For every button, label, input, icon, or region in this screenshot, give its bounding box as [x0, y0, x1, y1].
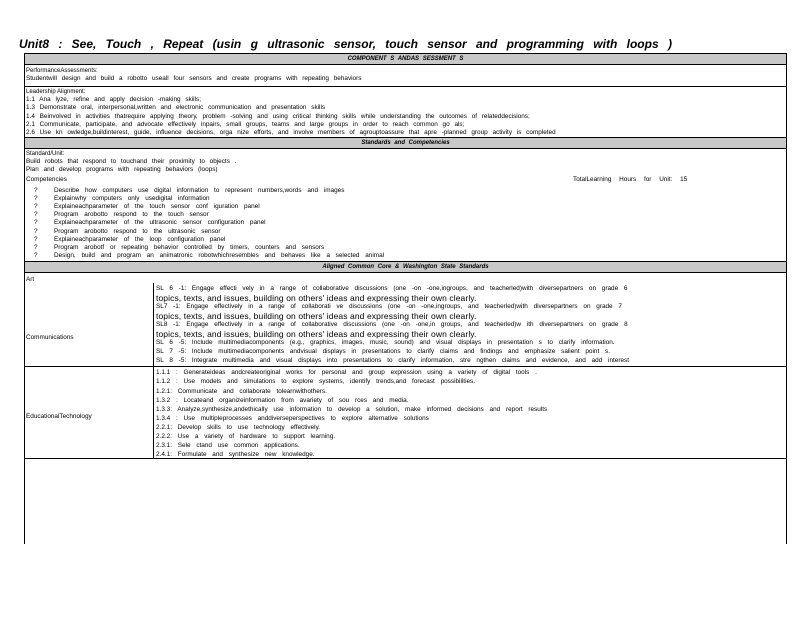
edtech-standard: 2.4.1: Formulate and synthesize new knowledge. [156, 451, 315, 459]
section-divider [25, 366, 786, 367]
edtech-standard: 2.2.1: Develop skills to use technology effectively. [156, 424, 321, 432]
bullet: ? [34, 186, 38, 194]
bullet: ? [34, 194, 38, 202]
edtech-standard: 2.3.1: Sele ctand use common applications. [156, 442, 300, 450]
standard-unit-label: Standard/Unit: [26, 151, 65, 158]
edtech-standard: 1.3.2 : Locateand organizeinformation from avariety of sou rces and media. [156, 397, 409, 405]
performance-section [25, 65, 786, 83]
list-item [25, 219, 786, 227]
list-item [25, 195, 786, 203]
standard-unit-line: Plan and develop programs with repeating behaviors (loops) [26, 166, 218, 174]
competency-text: Design, build and program an animatronic robotwhichresembles and behaves like a selected animal [54, 252, 385, 260]
bullet: ? [34, 219, 38, 227]
edtech-standard: 1.3.3: Analyze,synthesize,andethically use information to develop a solution, make informed decisions and report results [156, 406, 548, 414]
competency-text: Explaineachparameter of the ultrasonic sensor configuration panel [54, 219, 266, 227]
list-item [25, 228, 786, 236]
edtech-standard: 2.2.2: Use a variety of hardware to support learning. [156, 433, 336, 441]
competency-text: Program arobotto respond to the touch sensor [54, 211, 209, 219]
aligned-standards-header: Aligned Common Core & Washington State Standards [25, 261, 786, 273]
comm-standard: SL 6 -5: Include multimediacomponents (e.g., graphics, images, music, sound) and visual displays in presentation s to clarify information. [156, 339, 615, 347]
edtech-standard: 1.3.4 : Use multipleprocesses anddiverseperspectives to explore alternative solutions [156, 415, 429, 423]
competency-text: Describe how computers use digital information to represent numbers,words and images [54, 186, 345, 194]
list-item [25, 203, 786, 211]
leadership-section [25, 87, 786, 137]
comm-standard: SL 8 -5: Integrate multimedia and visual displays into presentations to clarify information, stre ngthen claims and evidence, and add interest [156, 357, 630, 365]
edtech-label: EducationalTechnology [26, 413, 92, 421]
total-hours: TotalLearning Hours for Unit: 15 [573, 175, 688, 183]
bullet: ? [34, 243, 38, 251]
list-item [25, 211, 786, 219]
comm-standard-cont: topics, texts, and issues, building on others' ideas and expressing their own clearly. [156, 293, 477, 304]
standards-header: Standards and Competencies [25, 137, 786, 149]
bullet: ? [34, 203, 38, 210]
comm-standard: SL 7 -5: Include multimediacomponents andvisual displays in presentations to clarify claims and findings and emphasize salient point s. [156, 348, 610, 356]
competency-text: Program arobotf or repeating behavior controlled by timers, counters and sensors [54, 243, 325, 251]
art-label: Art [26, 276, 35, 284]
leadership-label: Leadership Alignment: [26, 89, 86, 96]
leadership-line: 2.1 Communicate, participate, and advocate effectively inpairs, small groups, teams and large groups in order to reach common go als; [26, 120, 465, 128]
comm-standard: SL8 -1: Engage effectively in a range of collaborative discussions (one -on -one,in groups, and teacherled)w ith diversepartners on grade 8 [156, 321, 628, 329]
leadership-line: 2.6 Use kn owledge,buildinterest, guide, influence decisions, orga nize efforts, and involve members of agrouptoassure that apre -planned group activity is completed [26, 129, 556, 137]
standard-unit-line: Build robots that respond to touchand their proximity to objects . [26, 158, 237, 166]
list-item [25, 236, 786, 244]
bullet: ? [34, 211, 38, 219]
unit-table [24, 53, 787, 544]
list-item [25, 252, 786, 260]
comm-standard-cont: topics, texts, and issues, building on others' ideas and expressing their own clearly. [156, 311, 477, 322]
competency-list [25, 185, 786, 261]
page-title: Unit8 : See, Touch , Repeat (usin g ultrasonic sensor, touch sensor and programming with loops ) [19, 37, 672, 51]
edtech-standard: 1.1.1 : Generateideas andcreateoriginal works for personal and group expression using a variety of digital tools . [156, 369, 537, 377]
comm-standard: SL 6 -1: Engage effecti vely in a range of collaborative discussions (one -on -one,ingroups, and teacherled)with diversepartners on grade 6 [156, 285, 628, 293]
bullet: ? [34, 252, 38, 260]
competency-text: Explainwhy computers only usedigital information [54, 194, 210, 202]
competency-text: Program arobotto respond to the ultrasonic sensor [54, 227, 221, 235]
performance-text: Studentwill design and build a robotto useall four sensors and create programs with repeating behaviors [26, 75, 362, 82]
edtech-divider [153, 366, 154, 458]
competencies-head [25, 175, 786, 185]
comm-standard-cont: topics, texts, and issues, building on others' ideas and expressing their own clearly. [156, 329, 477, 340]
competency-text: Explaineachparameter of the touch sensor conf iguration panel [54, 203, 260, 210]
table-bottom-border [25, 458, 786, 459]
edtech-standard: 1.1.2 : Use models and simulations to explore systems, identify trends,and forecast possibilities. [156, 378, 476, 386]
leadership-line: 1.4 Beinvolved in activities thatrequire applying theory, problem -solving and using critical thinking skills while understanding the outcomes of relateddecisions; [26, 112, 530, 120]
components-header: COMPONENT S ANDAS SESSMENT S [25, 53, 786, 65]
competency-text: Explaineachparameter of the loop configuration panel [54, 235, 226, 243]
comm-standard: SL7 -1: Engage effectively in a range of collaborati ve discussions (one -on -one,ingroups, and teacherled)with diversepartners on grade 7 [156, 303, 622, 311]
list-item [25, 244, 786, 252]
competencies-label: Competencies [26, 175, 67, 183]
list-item [25, 187, 786, 195]
aligned-standards-body [25, 273, 786, 544]
communications-label: Communications [26, 334, 74, 342]
edtech-standard: 1.2.1: Communicate and collaborate tolearnwithothers. [156, 388, 327, 396]
bullet: ? [34, 227, 38, 235]
standard-unit-section [25, 149, 786, 174]
leadership-line: 1.3 Demonstrate oral, interpersonal,written and electronic communication and presentation skills [26, 104, 326, 112]
leadership-line: 1.1 Ana lyze, refine and apply decision -making skills; [26, 96, 201, 104]
bullet: ? [34, 235, 38, 243]
performance-label: PerformanceAssessments: [26, 68, 98, 74]
